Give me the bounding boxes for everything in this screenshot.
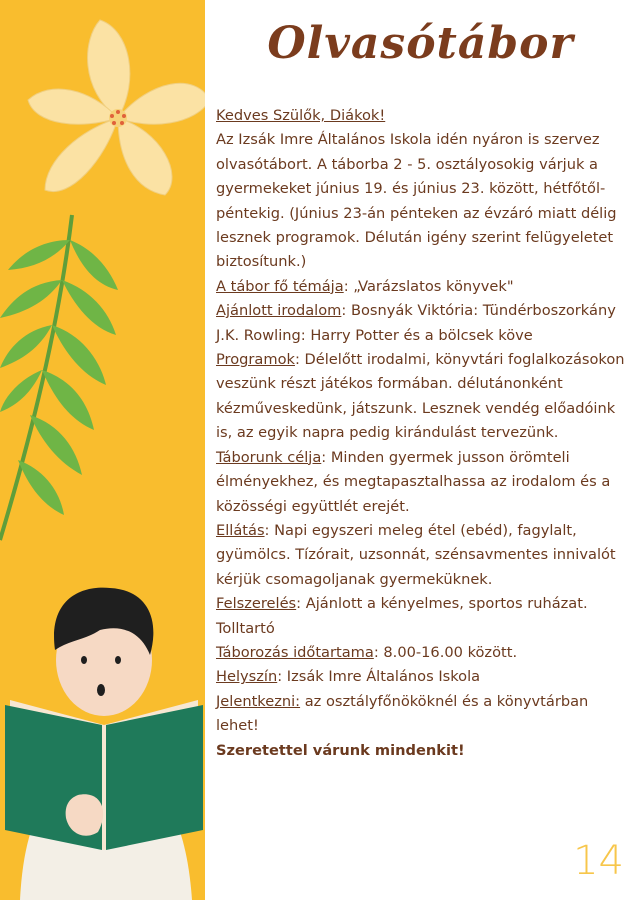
section-literature: Ajánlott irodalom: Bosnyák Viktória: Tündérboszorkány J.K. Rowling: Harry Potter és a bölcsek köve (216, 302, 616, 344)
reading-child-icon (5, 588, 203, 900)
section-label: Felszerelés (216, 595, 297, 613)
section-location: Helyszín: Izsák Imre Általános Iskola (216, 668, 481, 686)
page-title: Olvasótábor (267, 18, 574, 69)
page-number: 14 (573, 838, 624, 884)
intro-paragraph: Az Izsák Imre Általános Iskola idén nyáron is szervez olvasótábort. A táborba 2 - 5. osztályosokig várjuk a gyermekeket június 19. és június 23. között, hétfőtől-péntekig. (Június 23-án pénteken az évzáró miatt délig lesznek programok. Délután igény szerint felügyeletet biztosítunk.) (216, 131, 617, 271)
section-label: Jelentkezni: (216, 692, 301, 710)
section-text: Napi egyszeri meleg étel (ebéd), fagylalt, gyümölcs. Tízórait, uzsonnát, szénsavmentes innivalót kérjük csomagoljanak gyermeküknek. (216, 521, 616, 588)
section-text: Bosnyák Viktória: Tündérboszorkány J.K. Rowling: Harry Potter és a bölcsek köve (216, 302, 616, 344)
greeting: Kedves Szülők, Diákok! (216, 107, 386, 124)
section-registration (216, 690, 628, 739)
section-programs: Programok: Délelőtt irodalmi, könyvtári foglalkozásokon veszünk részt játékos formában. délutánonként kézműveskedünk, játszunk. Lesznek vendég előadóink is, az egyik napra pedig kirándulást tervezünk. (216, 351, 625, 442)
document-body (216, 104, 628, 763)
section-label: Ellátás (216, 521, 265, 539)
section-text: Délelőtt irodalmi, könyvtári foglalkozásokon veszünk részt játékos formában. délutánonként kézműveskedünk, játszunk. Lesznek vendég előadóink is, az egyik napra pedig kirándulást tervezünk. (216, 351, 625, 442)
section-text: Ajánlott a kényelmes, sportos ruházat. Tolltartó (216, 595, 588, 637)
section-equipment: Felszerelés: Ajánlott a kényelmes, sportos ruházat. Tolltartó (216, 595, 588, 637)
section-label: Programok (216, 351, 295, 369)
section-text: Minden gyermek jusson örömteli élményekhez, és megtapasztalhassa az irodalom és a közösségi együttlét erejét. (216, 448, 611, 515)
section-label: Ajánlott irodalom (216, 302, 342, 320)
section-text: Izsák Imre Általános Iskola (286, 668, 481, 686)
section-theme: A tábor fő témája: „Varázslatos könyvek" (216, 277, 514, 295)
section-label: Táborozás időtartama (216, 643, 374, 661)
section-text: 8.00-16.00 között. (383, 643, 518, 661)
section-catering: Ellátás: Napi egyszeri meleg étel (ebéd), fagylalt, gyümölcs. Tízórait, uzsonnát, szénsavmentes innivalót kérjük csomagoljanak gyermeküknek. (216, 521, 616, 588)
flower-icon (28, 20, 205, 195)
palm-leaf-icon (0, 215, 118, 540)
closing-line: Szeretettel várunk mindenkit! (216, 741, 465, 759)
section-text: „Varázslatos könyvek" (353, 277, 514, 295)
section-label: Helyszín (216, 668, 278, 686)
section-goal: Táborunk célja: Minden gyermek jusson örömteli élményekhez, és megtapasztalhassa az irodalom és a közösségi együttlét erejét. (216, 448, 611, 515)
decorative-illustration (0, 0, 205, 900)
section-duration: Táborozás időtartama: 8.00-16.00 között. (216, 643, 518, 661)
section-label: A tábor fő témája (216, 277, 344, 295)
section-label: Táborunk célja (216, 448, 322, 466)
section-text: az osztályfőnököknél és a könyvtárban lehet! (216, 692, 589, 735)
